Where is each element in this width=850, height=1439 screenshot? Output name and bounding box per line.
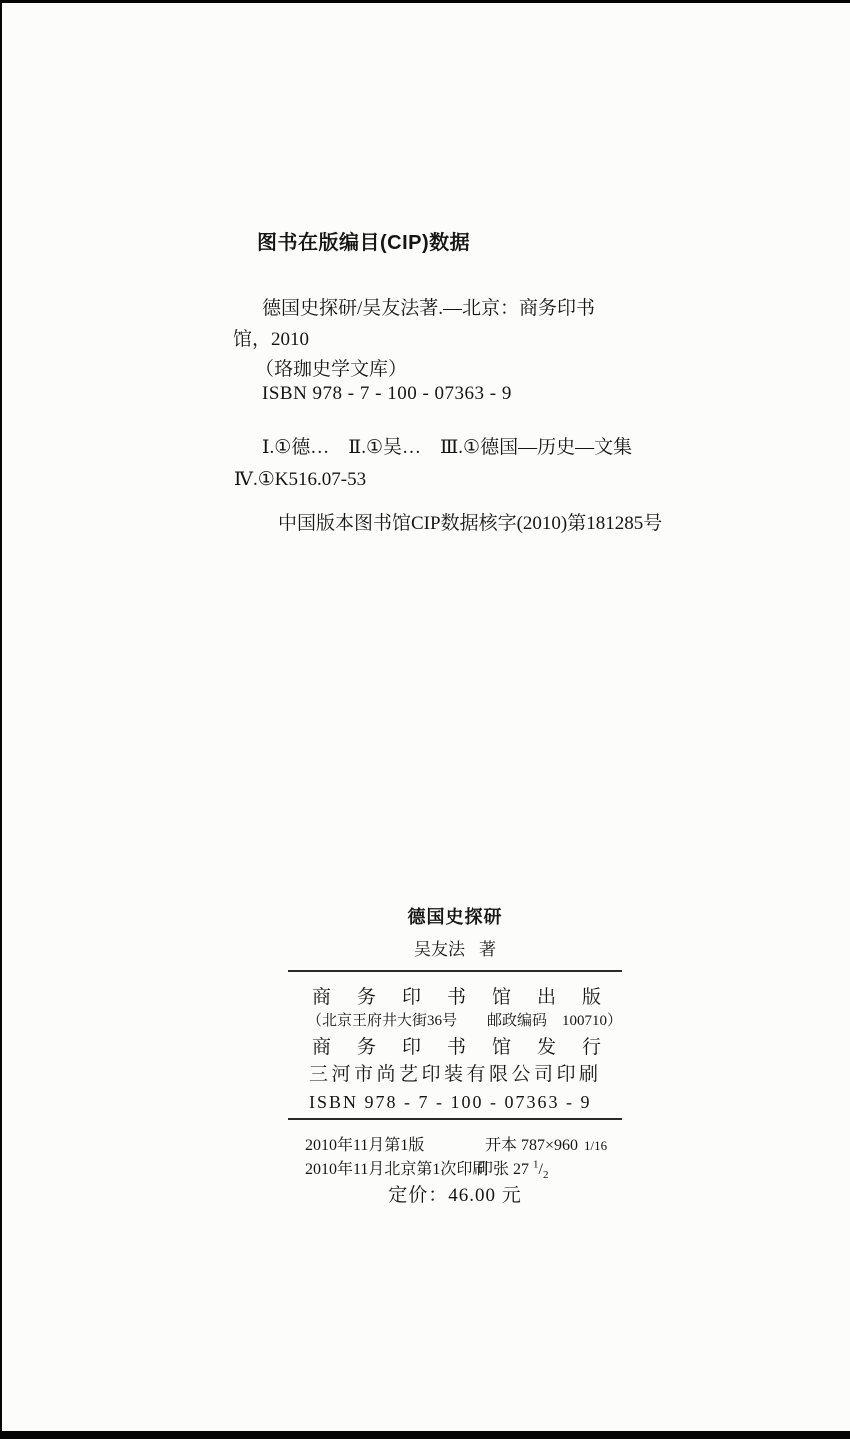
cip-description-line1: 德国史探研/吴友法著.—北京：商务印书	[262, 298, 596, 319]
format-fraction: 1/16	[584, 1138, 608, 1153]
sheets-fraction-slash: /	[538, 1161, 543, 1178]
sheets-label: 印张 27	[477, 1161, 534, 1178]
publisher-address: （北京王府井大街36号 邮政编码 100710）	[307, 1013, 623, 1029]
edition-info: 2010年11月第1版	[305, 1137, 425, 1154]
author-name: 吴友法	[414, 940, 465, 959]
cip-header: 图书在版编目(CIP)数据	[257, 232, 471, 254]
format-label: 开本 787×960	[485, 1137, 579, 1154]
sheets-fraction-denominator: 2	[542, 1169, 549, 1182]
divider-rule-top	[288, 970, 622, 972]
cip-classification-line2: Ⅳ.①K516.07-53	[234, 469, 367, 490]
colophon-isbn: ISBN 978 - 7 - 100 - 07363 - 9	[309, 1092, 592, 1112]
scan-edge-bottom	[0, 1431, 850, 1439]
sheets-info	[477, 1158, 549, 1182]
cip-isbn: ISBN 978 - 7 - 100 - 07363 - 9	[262, 383, 512, 404]
author-line	[288, 941, 622, 958]
divider-rule-bottom	[288, 1118, 622, 1120]
distributor-line: 商务印书馆发行	[312, 1037, 628, 1058]
cip-classification-line1: Ⅰ.①德… Ⅱ.①吴… Ⅲ.①德国—历史—文集	[262, 437, 633, 458]
scan-edge-top	[0, 0, 850, 3]
publisher-line: 商务印书馆出版	[312, 987, 628, 1008]
book-title: 德国史探研	[407, 907, 503, 927]
cip-series-note: （珞珈史学文库）	[255, 359, 408, 380]
format-info	[485, 1138, 607, 1154]
cip-description-line2: 馆，2010	[233, 329, 310, 350]
price-line: 定价：46.00 元	[388, 1185, 522, 1206]
printing-info: 2010年11月北京第1次印刷	[305, 1161, 489, 1178]
cip-registry-number: 中国版本图书馆CIP数据核字(2010)第181285号	[278, 513, 663, 534]
scan-edge-left	[0, 0, 2, 1439]
sheets-fraction-numerator: 1	[533, 1158, 539, 1171]
author-role: 著	[479, 940, 496, 959]
printer-line: 三河市尚艺印装有限公司印刷	[309, 1064, 602, 1085]
